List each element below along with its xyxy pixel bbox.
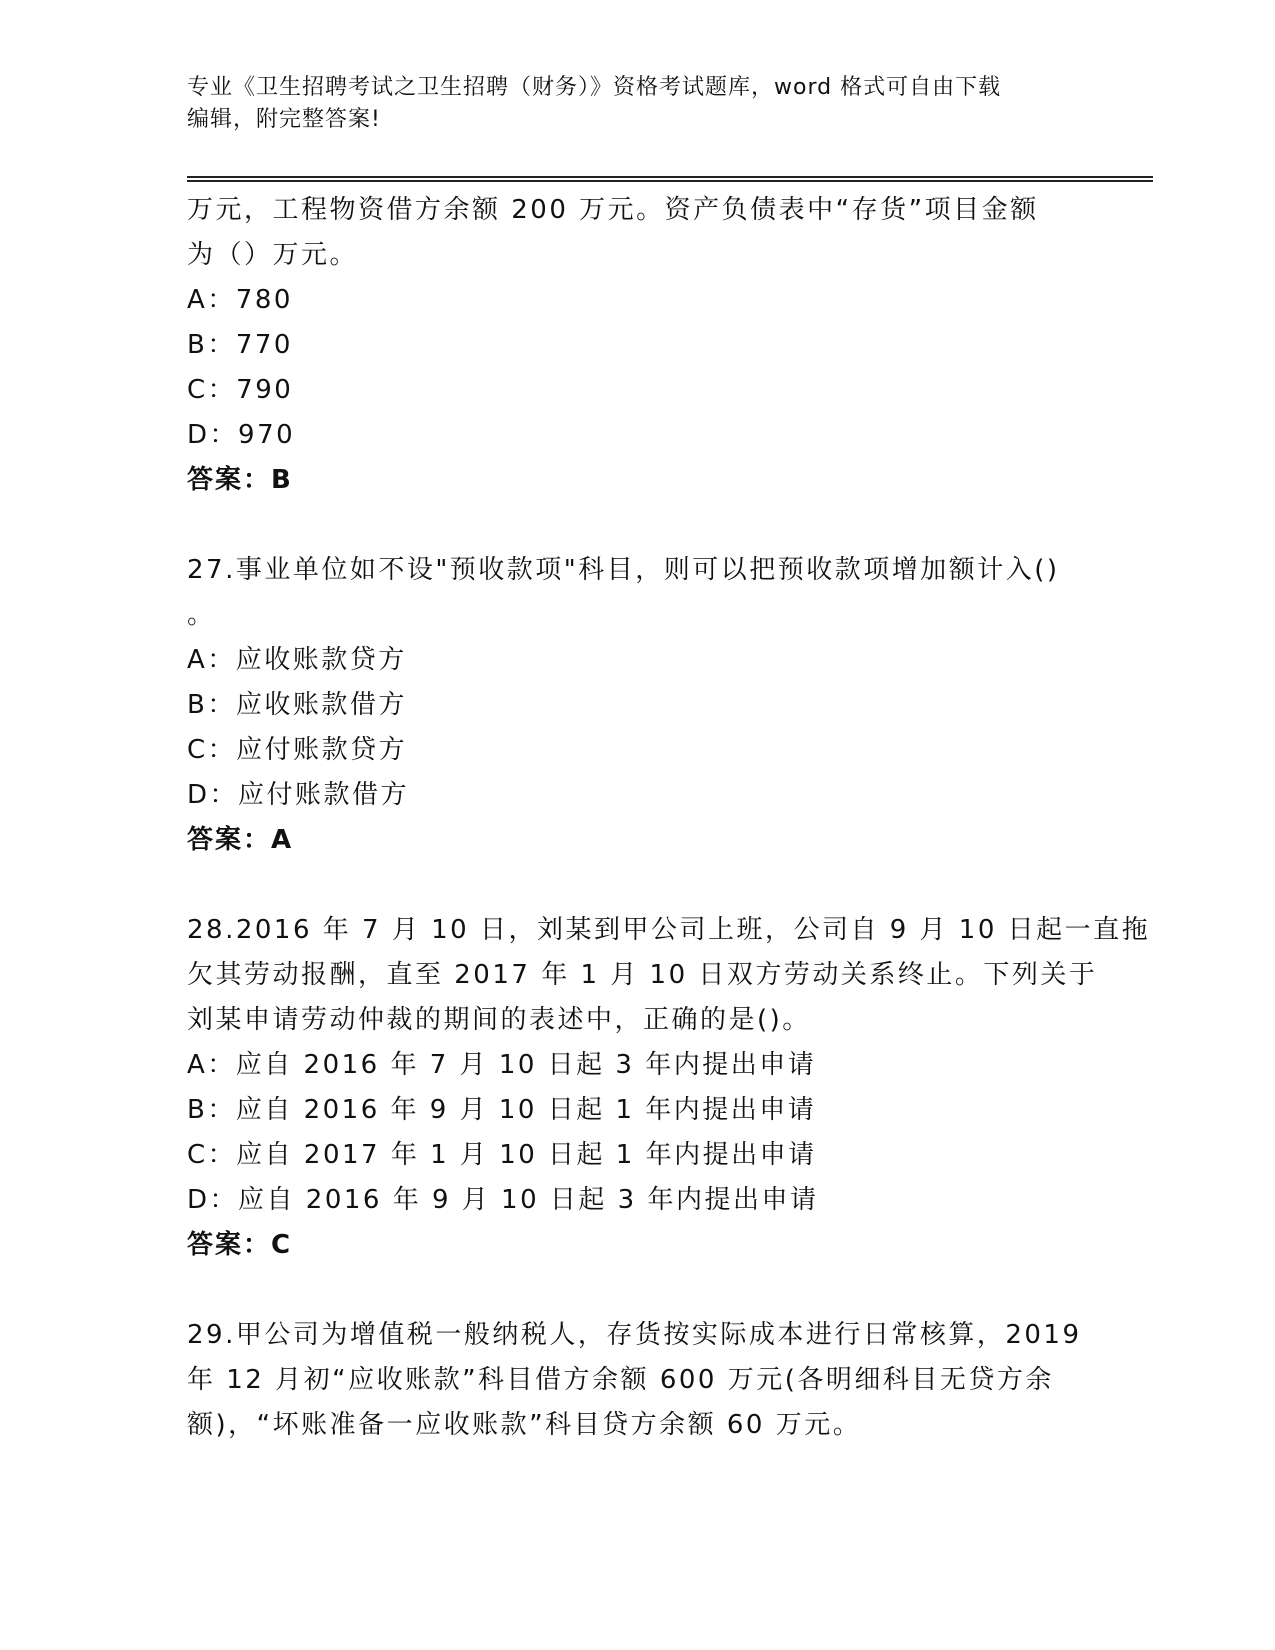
header-double-rule xyxy=(187,176,1153,182)
question-28 xyxy=(187,908,1151,1268)
option-d: D：应自 2016 年 9 月 10 日起 3 年内提出申请 xyxy=(187,1185,819,1215)
question-text-line: 27.事业单位如不设"预收款项"科目，则可以把预收款项增加额计入() xyxy=(187,555,1060,585)
page-header xyxy=(187,72,1087,136)
question-list xyxy=(187,188,1151,1448)
question-text-line: 28.2016 年 7 月 10 日，刘某到甲公司上班，公司自 9 月 10 日起一直拖 xyxy=(187,915,1151,945)
spacer xyxy=(187,863,1107,908)
question-26 xyxy=(187,188,1107,503)
question-27 xyxy=(187,548,1107,863)
spacer xyxy=(187,1268,1107,1313)
question-text-line: 额)，“坏账准备一应收账款”科目贷方余额 60 万元。 xyxy=(187,1410,862,1440)
question-text-line: 刘某申请劳动仲裁的期间的表述中，正确的是()。 xyxy=(187,1005,811,1035)
option-c: C：应自 2017 年 1 月 10 日起 1 年内提出申请 xyxy=(187,1140,817,1170)
answer-line: 答案：B xyxy=(187,465,293,495)
option-a: A：780 xyxy=(187,285,293,315)
option-b: B：应自 2016 年 9 月 10 日起 1 年内提出申请 xyxy=(187,1095,817,1125)
question-text-line: 欠其劳动报酬，直至 2017 年 1 月 10 日双方劳动关系终止。下列关于 xyxy=(187,960,1098,990)
answer-line: 答案：A xyxy=(187,825,294,855)
question-text-line: 为（）万元。 xyxy=(187,240,359,270)
header-line-2: 编辑，附完整答案! xyxy=(187,107,381,132)
option-c: C：应付账款贷方 xyxy=(187,735,408,765)
option-b: B：770 xyxy=(187,330,293,360)
option-d: D：970 xyxy=(187,420,296,450)
header-line-1: 专业《卫生招聘考试之卫生招聘（财务）》资格考试题库，word 格式可自由下载 xyxy=(187,75,1002,100)
spacer xyxy=(187,503,1107,548)
option-a: A：应自 2016 年 7 月 10 日起 3 年内提出申请 xyxy=(187,1050,817,1080)
question-29 xyxy=(187,1313,1107,1448)
option-d: D：应付账款借方 xyxy=(187,780,410,810)
question-text-line: 29.甲公司为增值税一般纳税人，存货按实际成本进行日常核算，2019 xyxy=(187,1320,1082,1350)
question-text-line: 万元，工程物资借方余额 200 万元。资产负债表中“存货”项目金额 xyxy=(187,195,1039,225)
option-c: C：790 xyxy=(187,375,294,405)
question-text-line: 。 xyxy=(187,600,216,630)
option-b: B：应收账款借方 xyxy=(187,690,407,720)
answer-line: 答案：C xyxy=(187,1230,293,1260)
option-a: A：应收账款贷方 xyxy=(187,645,407,675)
question-text-line: 年 12 月初“应收账款”科目借方余额 600 万元(各明细科目无贷方余 xyxy=(187,1365,1054,1395)
